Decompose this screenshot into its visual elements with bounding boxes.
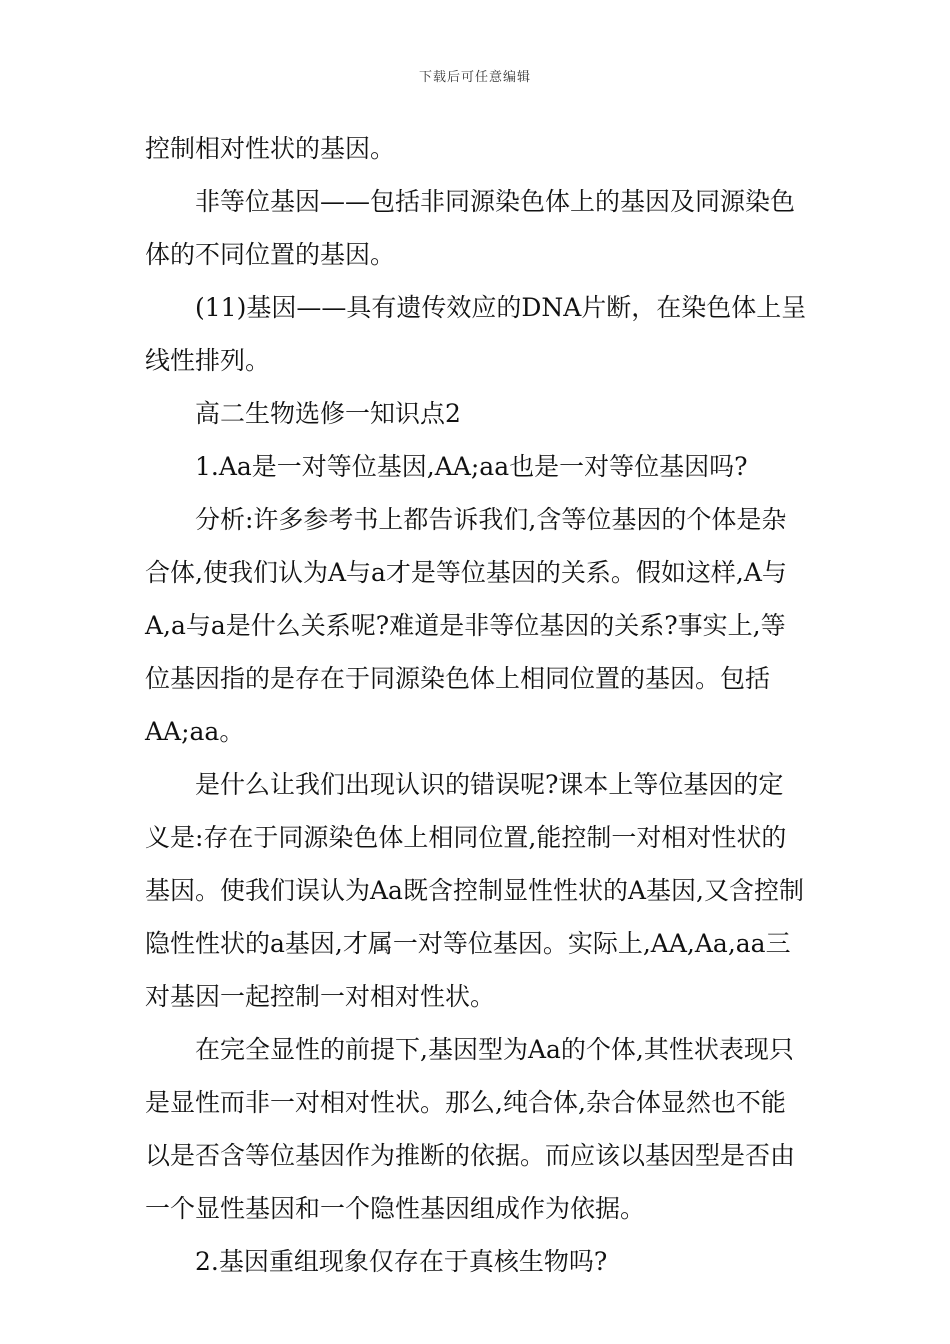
paragraph-2: 非等位基因——包括非同源染色体上的基因及同源染色体的不同位置的基因。 [145, 187, 796, 269]
page-header: 下载后可任意编辑 [418, 70, 531, 85]
paragraph-analysis: 分析:许多参考书上都告诉我们,含等位基因的个体是杂合体,使我们认为A与a才是等位基因的关系。假如这样,A与A,a与a是什么关系呢?难道是非等位基因的关系?事实上,等位基因指的是存在于同源染色体上相同位置的基因。包括AA;aa。 [145, 505, 787, 746]
section-heading: 高二生物选修一知识点2 [195, 399, 461, 428]
question-1: 1.Aa是一对等位基因,AA;aa也是一对等位基因吗? [195, 452, 748, 481]
paragraph-definition: 是什么让我们出现认识的错误呢?课本上等位基因的定义是:存在于同源染色体上相同位置,能控制一对相对性状的基因。使我们误认为Aa既含控制显性性状的A基因,又含控制隐性性状的a基因,才属一对等位基因。实际上,AA,Aa,aa三对基因一起控制一对相对性状。 [145, 770, 804, 1011]
paragraph-1: 控制相对性状的基因。 [145, 134, 396, 163]
question-2: 2.基因重组现象仅存在于真核生物吗? [195, 1247, 608, 1276]
document-body [145, 122, 807, 1288]
paragraph-3: (11)基因——具有遗传效应的DNA片断，在染色体上呈线性排列。 [145, 293, 807, 375]
paragraph-complete-dominance: 在完全显性的前提下,基因型为Aa的个体,其性状表现只是显性而非一对相对性状。那么,纯合体,杂合体显然也不能以是否含等位基因作为推断的依据。而应该以基因型是否由一个显性基因和一个隐性基因组成作为依据。 [145, 1035, 796, 1223]
